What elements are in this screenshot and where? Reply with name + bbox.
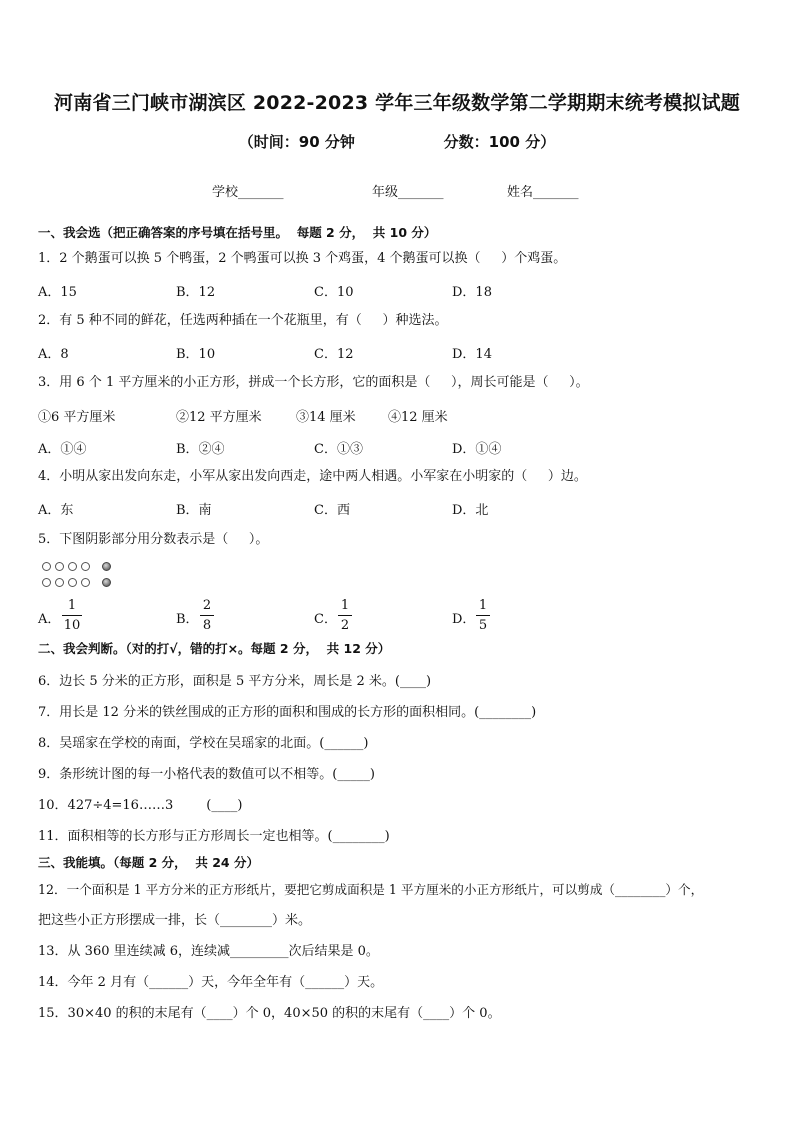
denominator: 8 xyxy=(202,618,212,633)
grade-field[interactable]: 年级_______ xyxy=(372,185,444,200)
section-heading-1: 一、我会选（把正确答案的序号填在括号里。 每题 2 分， 共 10 分） xyxy=(38,225,437,240)
question-15: 15．30×40 的积的末尾有（____）个 0，40×50 的积的末尾有（____）个 0。 xyxy=(38,1006,501,1021)
q5-option-b-fraction[interactable] xyxy=(200,598,214,633)
q3-choice-1: ①6 平方厘米 xyxy=(38,410,116,425)
q3-option-c[interactable]: C．①③ xyxy=(314,442,363,457)
denominator: 2 xyxy=(340,618,350,633)
q5-option-b-label[interactable]: B． xyxy=(176,612,199,627)
fraction-bar xyxy=(476,615,490,616)
question-13: 13．从 360 里连续减 6，连续减_________次后结果是 0。 xyxy=(38,944,379,959)
q5-option-c-label[interactable]: C． xyxy=(314,612,337,627)
fraction-bar xyxy=(338,615,352,616)
fraction-bar xyxy=(200,615,214,616)
q4-option-a[interactable]: A．东 xyxy=(38,503,74,518)
circle-3 xyxy=(68,562,77,571)
q2-option-b[interactable]: B．10 xyxy=(176,347,216,362)
circle-6 xyxy=(42,578,51,587)
numerator: 1 xyxy=(340,598,350,613)
question-4: 4．小明从家出发向东走，小军从家出发向西走，途中两人相遇。小军家在小明家的（ ）边。 xyxy=(38,469,587,484)
fraction-bar xyxy=(62,615,82,616)
question-10: 10．427÷4=16……3 (____) xyxy=(38,798,243,813)
q4-option-d[interactable]: D．北 xyxy=(452,503,489,518)
q4-option-b[interactable]: B．南 xyxy=(176,503,212,518)
question-3: 3．用 6 个 1 平方厘米的小正方形，拼成一个长方形，它的面积是（ ），周长可能是（ ）。 xyxy=(38,375,589,390)
q3-choice-2: ②12 平方厘米 xyxy=(176,410,262,425)
question-9: 9．条形统计图的每一小格代表的数值可以不相等。(_____) xyxy=(38,767,375,782)
q3-choice-4: ④12 厘米 xyxy=(388,410,448,425)
question-14: 14．今年 2 月有（______）天，今年全年有（______）天。 xyxy=(38,975,384,990)
numerator: 1 xyxy=(478,598,488,613)
circle-4 xyxy=(81,562,90,571)
numerator: 2 xyxy=(202,598,212,613)
q3-choice-3: ③14 厘米 xyxy=(296,410,356,425)
question-12-line-2: 把这些小正方形摆成一排，长（________）米。 xyxy=(38,913,312,928)
q5-option-d-label[interactable]: D． xyxy=(452,612,476,627)
circle-7 xyxy=(55,578,64,587)
page-title: 河南省三门峡市湖滨区 2022-2023 学年三年级数学第二学期期末统考模拟试题 xyxy=(54,92,740,114)
q1-option-a[interactable]: A．15 xyxy=(38,285,77,300)
q5-option-c-fraction[interactable] xyxy=(338,598,352,633)
circle-10-shaded xyxy=(102,578,111,587)
q5-option-d-fraction[interactable] xyxy=(476,598,490,633)
question-6: 6．边长 5 分米的正方形，面积是 5 平方分米，周长是 2 米。(____) xyxy=(38,674,432,689)
section-heading-2: 二、我会判断。（对的打√，错的打×。每题 2 分， 共 12 分） xyxy=(38,641,391,656)
question-1: 1．2 个鹅蛋可以换 5 个鸭蛋，2 个鸭蛋可以换 3 个鸡蛋，4 个鹅蛋可以换（ ）个鸡蛋。 xyxy=(38,251,567,266)
section-heading-3: 三、我能填。（每题 2 分， 共 24 分） xyxy=(38,855,259,870)
question-8: 8．吴瑶家在学校的南面，学校在吴瑶家的北面。(______) xyxy=(38,736,369,751)
denominator: 5 xyxy=(478,618,488,633)
q5-option-a-label[interactable]: A． xyxy=(38,612,61,627)
q1-option-c[interactable]: C．10 xyxy=(314,285,354,300)
question-2: 2．有 5 种不同的鲜花，任选两种插在一个花瓶里，有（ ）种选法。 xyxy=(38,313,448,328)
q2-option-c[interactable]: C．12 xyxy=(314,347,354,362)
q3-option-b[interactable]: B．②④ xyxy=(176,442,225,457)
circle-9 xyxy=(81,578,90,587)
question-12-line-1: 12．一个面积是 1 平方分米的正方形纸片，要把它剪成面积是 1 平方厘米的小正方形纸片，可以剪成（________）个， xyxy=(38,882,704,897)
circle-8 xyxy=(68,578,77,587)
numerator: 1 xyxy=(67,598,77,613)
q4-option-c[interactable]: C．西 xyxy=(314,503,350,518)
exam-subtitle: （时间：90 分钟 分数：100 分） xyxy=(238,133,556,151)
q5-option-a-fraction[interactable] xyxy=(62,598,82,633)
question-11: 11．面积相等的长方形与正方形周长一定也相等。(________) xyxy=(38,829,390,844)
q3-option-d[interactable]: D．①④ xyxy=(452,442,502,457)
circle-2 xyxy=(55,562,64,571)
circle-5-shaded xyxy=(102,562,111,571)
q3-option-a[interactable]: A．①④ xyxy=(38,442,87,457)
school-field[interactable]: 学校_______ xyxy=(212,185,284,200)
question-5: 5．下图阴影部分用分数表示是（ ）。 xyxy=(38,532,269,547)
q2-option-d[interactable]: D．14 xyxy=(452,347,492,362)
question-7: 7．用长是 12 分米的铁丝围成的正方形的面积和围成的长方形的面积相同。(________) xyxy=(38,705,537,720)
denominator: 10 xyxy=(63,618,81,633)
q2-option-a[interactable]: A．8 xyxy=(38,347,69,362)
name-field[interactable]: 姓名_______ xyxy=(507,185,579,200)
circle-1 xyxy=(42,562,51,571)
q1-option-b[interactable]: B．12 xyxy=(176,285,216,300)
q1-option-d[interactable]: D．18 xyxy=(452,285,492,300)
